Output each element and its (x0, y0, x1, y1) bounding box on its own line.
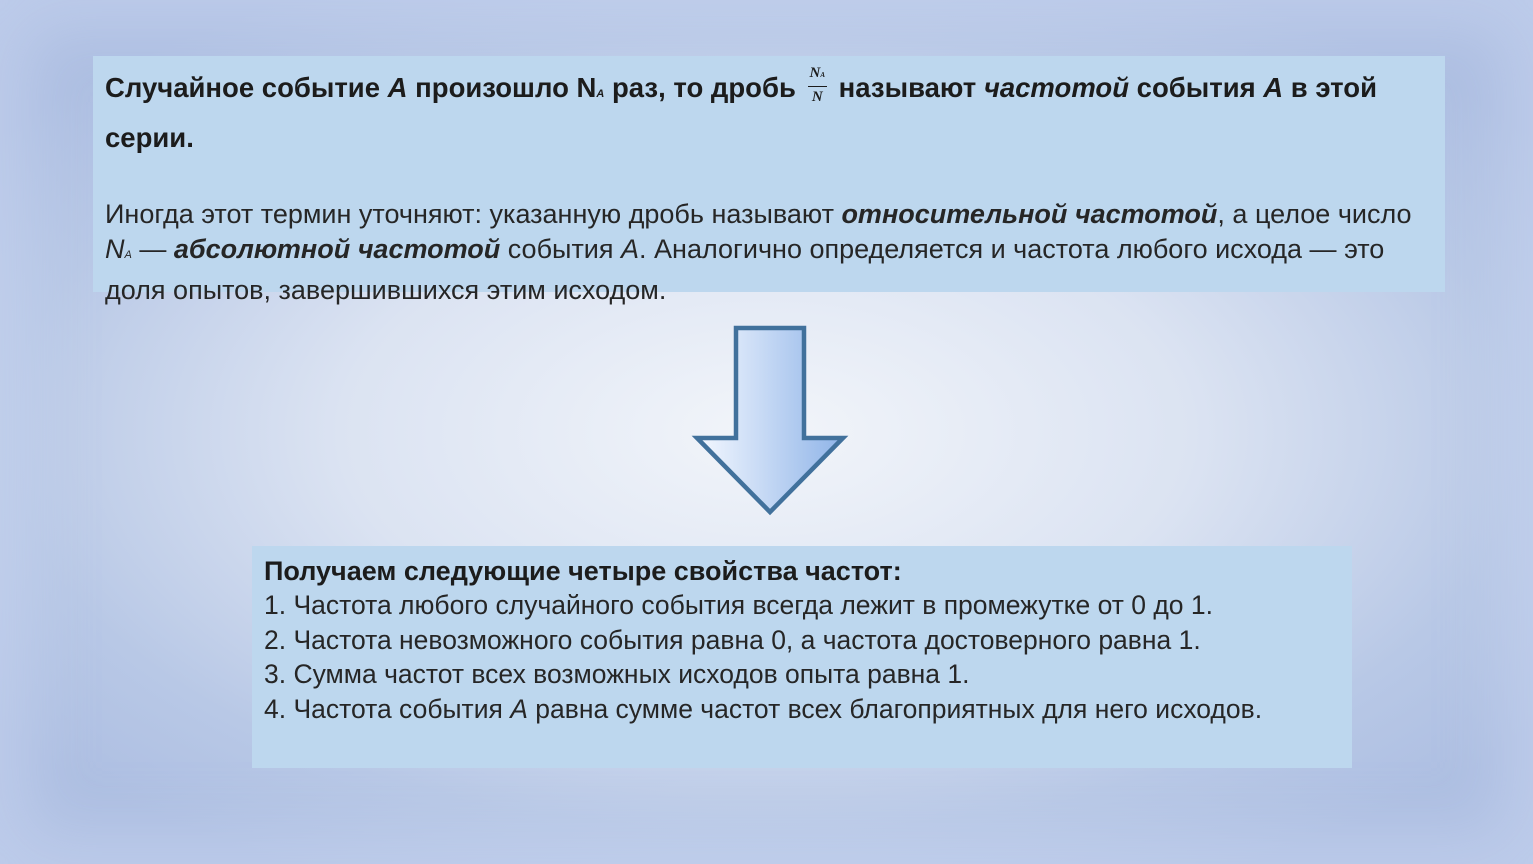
property-item-2: 2. Частота невозможного события равна 0, а частота достоверного равна 1. (264, 624, 1201, 655)
count-symbol: N (105, 234, 125, 264)
properties-title: Получаем следующие четыре свойства частот: (264, 556, 902, 586)
note-part: Иногда этот термин уточняют: указанную дробь называют (105, 199, 842, 229)
property-item-1: 1. Частота любого случайного события всегда лежит в промежутке от 0 до 1. (264, 590, 1214, 620)
frequency-term: частотой (983, 72, 1130, 103)
note-part: события (500, 234, 622, 264)
event-symbol: A (621, 234, 640, 264)
count-subscript: A (124, 249, 132, 261)
definition-part: называют (831, 72, 984, 103)
absolute-frequency-term: абсолютной частотой (173, 234, 501, 264)
numerator-symbol: N (809, 65, 821, 82)
count-subscript: A (596, 88, 605, 100)
relative-frequency-term: относительной частотой (841, 199, 1218, 229)
note-part: . Аналогично определяется и частота любого исхода — это доля опытов, завершившихся этим исходом. (105, 234, 1385, 305)
down-arrow-icon (690, 324, 850, 518)
definition-part: события (1129, 72, 1264, 103)
definition-text (105, 66, 1433, 159)
count-symbol: N (576, 72, 597, 103)
event-symbol: A (510, 694, 528, 725)
event-symbol: A (1263, 72, 1284, 103)
note-text (105, 197, 1433, 308)
property-item-4-part: равна сумме частот всех благоприятных для него исходов. (527, 694, 1263, 725)
definition-part: произошло (407, 72, 577, 103)
properties-box (252, 546, 1352, 768)
numerator-subscript: A (820, 71, 826, 80)
property-item-4 (264, 692, 1340, 727)
frequency-fraction (808, 66, 828, 105)
note-part: , а целое число (1217, 199, 1412, 229)
fraction-numerator (808, 66, 828, 87)
property-item-3: 3. Сумма частот всех возможных исходов опыта равна 1. (264, 659, 970, 690)
fraction-denominator: N (811, 89, 823, 106)
event-symbol: A (387, 72, 408, 103)
definition-box (93, 56, 1445, 305)
note-part: — (131, 234, 174, 264)
definition-part: Случайное событие (105, 72, 388, 103)
definition-part: раз, то дробь (604, 72, 804, 103)
property-item-4-part: 4. Частота события (264, 694, 511, 725)
definition-part: в этой серии. (105, 72, 1377, 153)
